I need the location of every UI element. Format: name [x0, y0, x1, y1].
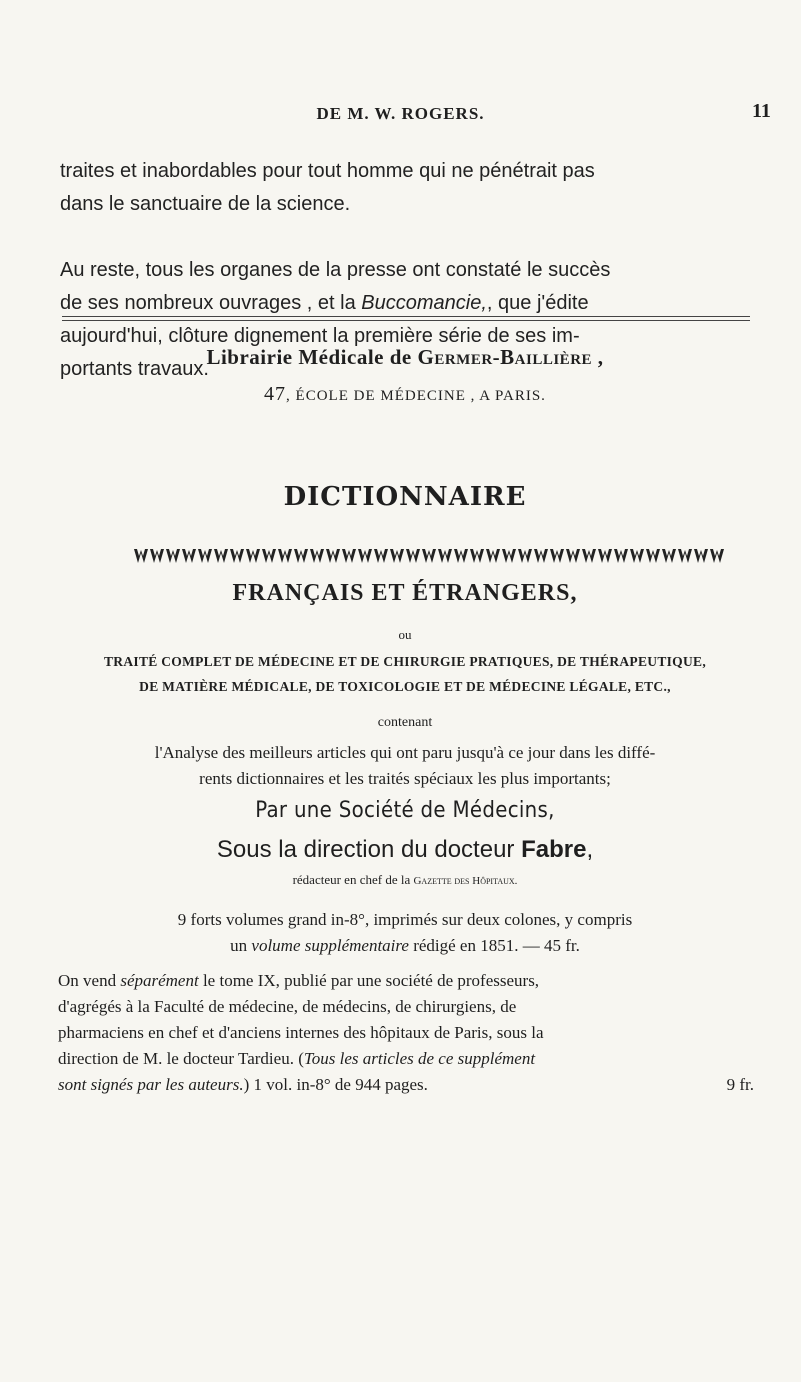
conjunction-ou: ou — [398, 627, 412, 642]
ornament-glyph — [310, 549, 324, 563]
gazette-name: Gazette des Hôpitaux. — [413, 875, 518, 887]
ornament-glyph — [166, 549, 180, 563]
separator-rule-bottom — [62, 320, 750, 321]
tome-line-2: d'agrégés à la Faculté de médecine, de médecins, de chirurgiens, de — [58, 997, 517, 1016]
ornament-glyph — [214, 549, 228, 563]
tome-italic-3: sont signés par les auteurs. — [58, 1075, 244, 1094]
contenant-label: contenant — [377, 715, 433, 730]
ornament-glyph — [294, 549, 308, 563]
ornament-glyph — [422, 549, 436, 563]
volumes-line-1: 9 forts volumes grand in-8°, imprimés sur deux colones, y compris — [177, 910, 633, 929]
ornament-glyph — [326, 549, 340, 563]
publisher-address — [60, 383, 750, 406]
paragraph-2-line-1: Au reste, tous les organes de la presse ont constaté le succès — [60, 259, 611, 281]
ornament-glyph — [150, 549, 164, 563]
ornament-glyph — [646, 549, 660, 563]
ornament-glyph — [662, 549, 676, 563]
ornament-glyph — [678, 549, 692, 563]
ornament-glyph — [598, 549, 612, 563]
ornament-glyph — [406, 549, 420, 563]
volumes-line-2b: rédigé en 1851. — 45 fr. — [408, 936, 580, 955]
tome-italic-2: Tous les articles de ce supplément — [303, 1049, 536, 1068]
paragraph-2-line-4: portants travaux. — [60, 358, 209, 380]
paragraph-1-line-2: dans le sanctuaire de la science. — [60, 193, 351, 215]
ornament-glyph — [710, 549, 724, 563]
ornament-glyph — [134, 549, 148, 563]
analysis-line-1: l'Analyse des meilleurs articles qui ont paru jusqu'à ce jour dans les diffé- — [154, 743, 656, 762]
publisher-name-part-2: Germer-Baillière , — [417, 345, 604, 369]
publisher-name — [60, 345, 750, 370]
tome-line-5b: ) 1 vol. in-8° de 944 pages. — [243, 1075, 428, 1094]
ornament-glyph — [278, 549, 292, 563]
price: 9 fr. — [726, 1075, 754, 1094]
tome-line-1b: le tome IX, publié par une société de professeurs, — [198, 971, 540, 990]
ornament-glyph — [534, 549, 548, 563]
tome-line-3: pharmaciens en chef et d'anciens internes des hôpitaux de Paris, sous la — [58, 1023, 544, 1042]
direction-line — [60, 836, 750, 864]
paragraph-2-line-3: aujourd'hui, clôture dignement la première série de ses im- — [60, 325, 580, 347]
volumes-italic: volume supplémentaire — [251, 936, 409, 955]
director-role — [60, 872, 750, 888]
tome-paragraph — [58, 968, 754, 1098]
authorship-line: Par une Société de Médecins, — [255, 798, 555, 823]
director-name: Fabre — [521, 836, 587, 863]
ornament-band-icon — [133, 546, 725, 566]
ornament-glyph — [438, 549, 452, 563]
description-line-2: DE MATIÈRE MÉDICALE, DE TOXICOLOGIE ET DE MÉDECINE LÉGALE, ETC., — [139, 679, 671, 694]
page-number: 11 — [752, 100, 771, 122]
direction-text: Sous la direction du docteur — [216, 836, 522, 863]
analysis-line-2: rents dictionnaires et les traités spéciaux les plus importants; — [199, 769, 611, 788]
ornament-glyph — [230, 549, 244, 563]
ornament-glyph — [342, 549, 356, 563]
paragraph-2-italic: Buccomancie, — [361, 292, 487, 314]
role-text: rédacteur en chef de la — [292, 872, 414, 887]
address-text: , ÉCOLE DE MÉDECINE , A PARIS. — [286, 388, 546, 404]
ornament-glyph — [518, 549, 532, 563]
tome-line-1a: On vend — [58, 971, 121, 990]
paragraph-1-line-1: traites et inabordables pour tout homme qui ne pénétrait pas — [60, 160, 595, 182]
tome-italic-1: séparément — [120, 971, 199, 990]
address-number: 47 — [264, 383, 287, 405]
ornament-glyph — [470, 549, 484, 563]
ornament-glyph — [262, 549, 276, 563]
ornament-glyph — [358, 549, 372, 563]
ornament-glyph — [566, 549, 580, 563]
ornament-glyph — [198, 549, 212, 563]
ornament-glyph — [630, 549, 644, 563]
publisher-name-part-1: Librairie Médicale de — [206, 345, 418, 369]
paragraph-1 — [60, 155, 750, 221]
ornament-glyph — [390, 549, 404, 563]
ornament-glyph — [582, 549, 596, 563]
ornament-glyph — [374, 549, 388, 563]
paragraph-2-line-2b: , que j'édite — [486, 292, 589, 314]
ornament-glyph — [614, 549, 628, 563]
tome-line-4a: direction de M. le docteur Tardieu. ( — [58, 1049, 304, 1068]
book-subtitle: FRANÇAIS ET ÉTRANGERS, — [232, 580, 578, 606]
separator-rule-top — [62, 316, 750, 317]
ornament-glyph — [550, 549, 564, 563]
description-line-1: TRAITÉ COMPLET DE MÉDECINE ET DE CHIRURGIE PRATIQUES, DE THÉRAPEUTIQUE, — [103, 654, 707, 669]
paragraph-2-line-2a: de ses nombreux ouvrages , et la — [60, 292, 362, 314]
ornament-glyph — [694, 549, 708, 563]
ornament-glyph — [454, 549, 468, 563]
ornament-glyph — [182, 549, 196, 563]
ornament-glyph — [486, 549, 500, 563]
ornament-glyph — [502, 549, 516, 563]
book-title: DICTIONNAIRE — [283, 482, 527, 512]
volumes-info — [60, 907, 750, 959]
running-header: DE M. W. ROGERS. — [316, 104, 485, 123]
ornament-glyph — [246, 549, 260, 563]
direction-comma: , — [586, 836, 594, 863]
volumes-line-2a: un — [230, 936, 252, 955]
